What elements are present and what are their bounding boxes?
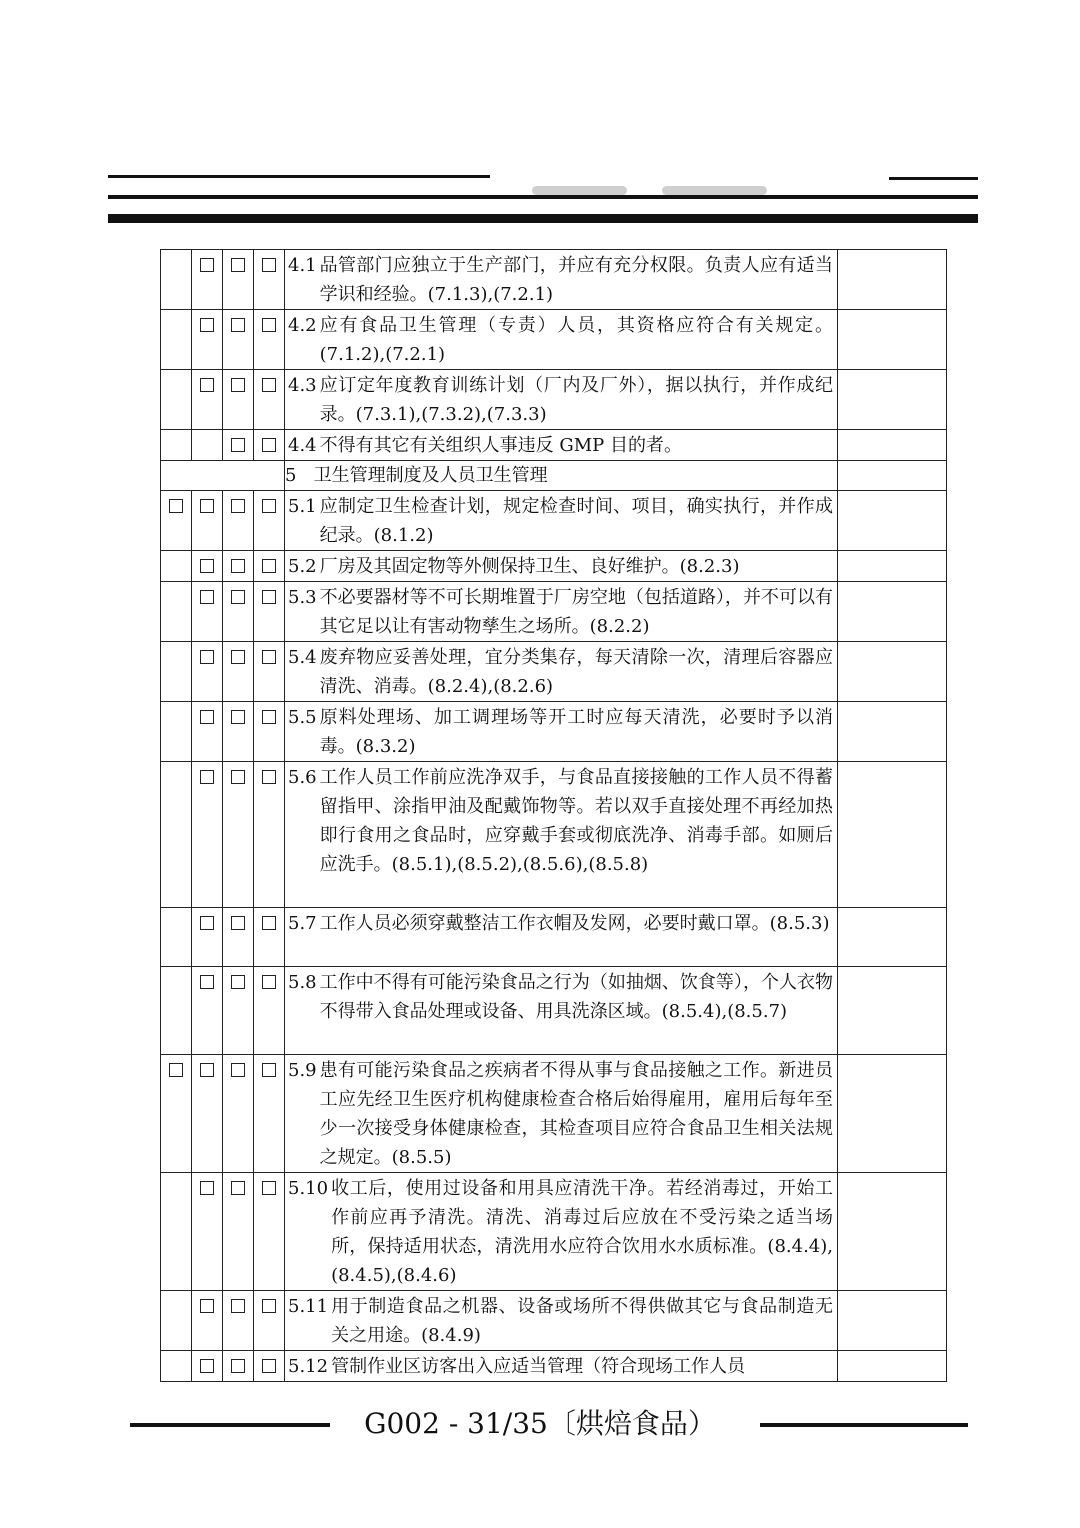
item-number: 5.3 [288, 587, 317, 608]
checkbox-cell [254, 967, 285, 1055]
checkbox-cell [161, 967, 192, 1055]
checkbox-cell [161, 250, 192, 310]
checklist-row [161, 1291, 947, 1351]
checkbox[interactable] [231, 1359, 245, 1373]
checkbox-cell [254, 551, 285, 582]
checklist-row [161, 370, 947, 430]
checkbox[interactable] [200, 1299, 214, 1313]
checklist-row [161, 967, 947, 1055]
checkbox-cell [161, 908, 192, 967]
checkbox[interactable] [200, 378, 214, 392]
item-cell [285, 1351, 838, 1382]
checkbox[interactable] [262, 1359, 276, 1373]
checklist-row [161, 642, 947, 702]
item-text: 用于制造食品之机器、设备或场所不得供做其它与食品制造无关之用途。(8.4.9) [331, 1296, 833, 1346]
checkbox[interactable] [262, 378, 276, 392]
item-text: 原料处理场、加工调理场等开工时应每天清洗，必要时予以消毒。(8.3.2) [319, 707, 833, 757]
checkbox-cell [192, 1351, 223, 1382]
item-number: 5.1 [288, 496, 317, 517]
checkbox-cell [223, 551, 254, 582]
checkbox[interactable] [200, 916, 214, 930]
checkbox-cell [192, 310, 223, 370]
checkbox-cell [223, 582, 254, 642]
checkbox[interactable] [200, 770, 214, 784]
checkbox-cell [254, 1351, 285, 1382]
item-cell [285, 762, 838, 908]
remarks-cell [838, 370, 947, 430]
item-number: 4.2 [288, 315, 317, 336]
checkbox[interactable] [200, 1181, 214, 1195]
item-cell [285, 1291, 838, 1351]
checkbox[interactable] [262, 1299, 276, 1313]
remarks-cell [838, 582, 947, 642]
checkbox-cell [223, 370, 254, 430]
checkbox[interactable] [200, 318, 214, 332]
checklist-row [161, 250, 947, 310]
checkbox-cell [223, 908, 254, 967]
header-rule-medium [108, 195, 978, 199]
checkbox-cell [223, 762, 254, 908]
checkbox[interactable] [169, 499, 183, 513]
checkbox-cell [192, 370, 223, 430]
checkbox[interactable] [262, 1181, 276, 1195]
item-cell [285, 967, 838, 1055]
checkbox-cell [254, 762, 285, 908]
checkbox-cell [223, 1291, 254, 1351]
checkbox-cell [223, 491, 254, 551]
item-text: 不必要器材等不可长期堆置于厂房空地（包括道路），并不可以有其它足以让有害动物孳生之场所。(8.2.2) [319, 587, 833, 637]
checkbox-cell [254, 582, 285, 642]
checkbox[interactable] [200, 975, 214, 989]
checkbox-cell [161, 762, 192, 908]
checkbox-cell [192, 642, 223, 702]
checkbox-cell [223, 702, 254, 762]
checkbox[interactable] [231, 1299, 245, 1313]
item-cell [285, 491, 838, 551]
item-number: 5.2 [288, 556, 317, 577]
checkbox-cell [223, 250, 254, 310]
item-cell [285, 310, 838, 370]
checkbox[interactable] [262, 770, 276, 784]
checkbox-cell [223, 1351, 254, 1382]
footer-page-label: G002 - 31/35〔烘焙食品） [364, 1407, 716, 1440]
checkbox[interactable] [231, 499, 245, 513]
checkbox-cell [192, 908, 223, 967]
remarks-cell [838, 1173, 947, 1291]
remarks-cell [838, 967, 947, 1055]
item-cell [285, 702, 838, 762]
checkbox-cell [161, 430, 192, 461]
remarks-cell [838, 1351, 947, 1382]
remarks-cell [838, 310, 947, 370]
checklist-row [161, 1351, 947, 1382]
checkbox[interactable] [262, 499, 276, 513]
checkbox[interactable] [200, 559, 214, 573]
item-number: 5.7 [288, 913, 317, 934]
checkbox-cell [161, 491, 192, 551]
checkbox-cell [161, 642, 192, 702]
checkbox-cell [161, 1055, 192, 1173]
item-text: 不得有其它有关组织人事违反 GMP 目的者。 [319, 435, 683, 456]
checkbox[interactable] [262, 438, 276, 452]
item-text: 工作中不得有可能污染食品之行为（如抽烟、饮食等），个人衣物不得带入食品处理或设备、用具洗涤区域。(8.5.4),(8.5.7) [319, 972, 833, 1022]
checklist-row [161, 430, 947, 461]
item-number: 4.3 [288, 375, 317, 396]
item-text: 收工后，使用过设备和用具应清洗干净。若经消毒过，开始工作前应再予清洗。清洗、消毒过后应放在不受污染之适当场所，保持适用状态，清洗用水应符合饮用水水质标准。(8.4.4),(8.4.5),(8.4.6) [331, 1178, 833, 1286]
checkbox-cell [192, 1055, 223, 1173]
checkbox[interactable] [200, 499, 214, 513]
remarks-cell [838, 461, 947, 491]
header-scan-smudge [662, 186, 767, 195]
checkbox-cell [161, 370, 192, 430]
item-text: 废弃物应妥善处理，宜分类集存，每天清除一次，清理后容器应清洗、消毒。(8.2.4),(8.2.6) [319, 647, 833, 697]
item-text: 应有食品卫生管理（专责）人员，其资格应符合有关规定。(7.1.2),(7.2.1) [319, 315, 833, 365]
item-cell [285, 551, 838, 582]
checkbox[interactable] [231, 438, 245, 452]
checkbox-cell [254, 310, 285, 370]
item-number: 4.1 [288, 255, 317, 276]
remarks-cell [838, 491, 947, 551]
checkbox[interactable] [262, 650, 276, 664]
item-number: 4.4 [288, 435, 317, 456]
item-text: 品管部门应独立于生产部门，并应有充分权限。负责人应有适当学识和经验。(7.1.3),(7.2.1) [319, 255, 833, 305]
checklist-row [161, 702, 947, 762]
remarks-cell [838, 642, 947, 702]
checkbox[interactable] [231, 1181, 245, 1195]
checkbox-cell [223, 310, 254, 370]
item-cell [285, 642, 838, 702]
checklist-table [160, 249, 947, 1382]
header-rule-thin-right [889, 177, 978, 180]
checkbox-cell [254, 908, 285, 967]
footer-rule-right [760, 1423, 968, 1427]
checkbox-cell [192, 582, 223, 642]
checkbox-cell [192, 551, 223, 582]
checkbox[interactable] [200, 590, 214, 604]
checkbox[interactable] [169, 1063, 183, 1077]
checkbox-cell [254, 702, 285, 762]
checkbox[interactable] [262, 975, 276, 989]
checklist-row [161, 1055, 947, 1173]
item-text: 工作人员工作前应洗净双手，与食品直接接触的工作人员不得蓄留指甲、涂指甲油及配戴饰物等。若以双手直接处理不再经加热即行食用之食品时，应穿戴手套或彻底洗净、消毒手部。如厕后应洗手。(8.5.1),(8.5.2),(8.5.6),(8.5.8) [319, 767, 833, 875]
checklist-row [161, 908, 947, 967]
checkbox[interactable] [231, 710, 245, 724]
checkbox-cell [254, 642, 285, 702]
checklist-row [161, 762, 947, 908]
item-text: 应订定年度教育训练计划（厂内及厂外），据以执行，并作成纪录。(7.3.1),(7.3.2),(7.3.3) [319, 375, 833, 425]
item-number: 5.4 [288, 647, 317, 668]
checkbox[interactable] [200, 710, 214, 724]
item-text: 厂房及其固定物等外侧保持卫生、良好维护。(8.2.3) [319, 556, 740, 577]
item-number: 5.6 [288, 767, 317, 788]
checkbox-cell [223, 967, 254, 1055]
checkbox-cell [223, 1055, 254, 1173]
checklist-row [161, 491, 947, 551]
section-blank-cell [161, 461, 285, 491]
checkbox-cell [254, 1173, 285, 1291]
checkbox[interactable] [262, 916, 276, 930]
header-rule-thin-left [108, 175, 490, 178]
checkbox-cell [192, 491, 223, 551]
checkbox[interactable] [262, 559, 276, 573]
section-title: 5 卫生管理制度及人员卫生管理 [285, 461, 838, 491]
checkbox-cell [161, 1351, 192, 1382]
item-number: 5.10 [288, 1178, 329, 1199]
checkbox[interactable] [231, 650, 245, 664]
item-number: 5.8 [288, 972, 317, 993]
checkbox-cell [161, 702, 192, 762]
checkbox-cell [192, 1173, 223, 1291]
checkbox[interactable] [231, 590, 245, 604]
item-number: 5.11 [288, 1296, 329, 1317]
item-cell [285, 908, 838, 967]
remarks-cell [838, 908, 947, 967]
item-cell [285, 250, 838, 310]
checkbox-cell [161, 551, 192, 582]
item-cell [285, 1173, 838, 1291]
item-text: 工作人员必须穿戴整洁工作衣帽及发网，必要时戴口罩。(8.5.3) [319, 913, 830, 934]
item-number: 5.12 [288, 1356, 329, 1377]
remarks-cell [838, 702, 947, 762]
checkbox-cell [254, 1291, 285, 1351]
checkbox[interactable] [200, 258, 214, 272]
checkbox[interactable] [200, 1359, 214, 1373]
checklist-row [161, 582, 947, 642]
checkbox[interactable] [231, 1063, 245, 1077]
remarks-cell [838, 1055, 947, 1173]
checkbox[interactable] [200, 1063, 214, 1077]
checkbox-cell [254, 370, 285, 430]
item-number: 5.5 [288, 707, 317, 728]
checkbox[interactable] [231, 378, 245, 392]
checkbox-cell [192, 1291, 223, 1351]
checkbox[interactable] [231, 916, 245, 930]
item-text: 应制定卫生检查计划，规定检查时间、项目，确实执行，并作成纪录。(8.1.2) [319, 496, 833, 546]
checkbox[interactable] [262, 1063, 276, 1077]
checkbox-cell [192, 762, 223, 908]
footer-rule-left [130, 1423, 330, 1427]
header-rule-thick [108, 214, 978, 223]
checklist-row [161, 310, 947, 370]
item-cell [285, 582, 838, 642]
checkbox-cell [223, 642, 254, 702]
remarks-cell [838, 1291, 947, 1351]
checkbox-cell [161, 582, 192, 642]
checklist-row [161, 551, 947, 582]
remarks-cell [838, 551, 947, 582]
checkbox[interactable] [200, 650, 214, 664]
checkbox-cell [223, 430, 254, 461]
checkbox[interactable] [262, 590, 276, 604]
item-text: 患有可能污染食品之疾病者不得从事与食品接触之工作。新进员工应先经卫生医疗机构健康检查合格后始得雇用，雇用后每年至少一次接受身体健康检查，其检查项目应符合食品卫生相关法规之规定。(8.5.5) [319, 1060, 833, 1168]
checkbox-cell [223, 1173, 254, 1291]
item-cell [285, 370, 838, 430]
checkbox[interactable] [262, 258, 276, 272]
item-text: 管制作业区访客出入应适当管理（符合现场工作人员 [331, 1356, 746, 1377]
header-scan-smudge [532, 186, 627, 195]
item-number: 5.9 [288, 1060, 317, 1081]
checkbox[interactable] [231, 318, 245, 332]
checkbox-cell [192, 250, 223, 310]
checkbox-cell [192, 967, 223, 1055]
checkbox-cell [161, 310, 192, 370]
checkbox-cell [254, 430, 285, 461]
checkbox-cell [192, 702, 223, 762]
checkbox[interactable] [262, 710, 276, 724]
checkbox-cell [161, 1173, 192, 1291]
checkbox-cell [254, 250, 285, 310]
checkbox-cell [254, 1055, 285, 1173]
section-header-row [161, 461, 947, 491]
checkbox-cell [254, 491, 285, 551]
checkbox[interactable] [231, 258, 245, 272]
remarks-cell [838, 762, 947, 908]
item-cell [285, 430, 838, 461]
checkbox[interactable] [231, 559, 245, 573]
checkbox-cell [161, 1291, 192, 1351]
checkbox[interactable] [231, 770, 245, 784]
remarks-cell [838, 430, 947, 461]
remarks-cell [838, 250, 947, 310]
checkbox[interactable] [231, 975, 245, 989]
item-cell [285, 1055, 838, 1173]
checklist-row [161, 1173, 947, 1291]
checkbox[interactable] [262, 318, 276, 332]
checkbox-cell [192, 430, 223, 461]
